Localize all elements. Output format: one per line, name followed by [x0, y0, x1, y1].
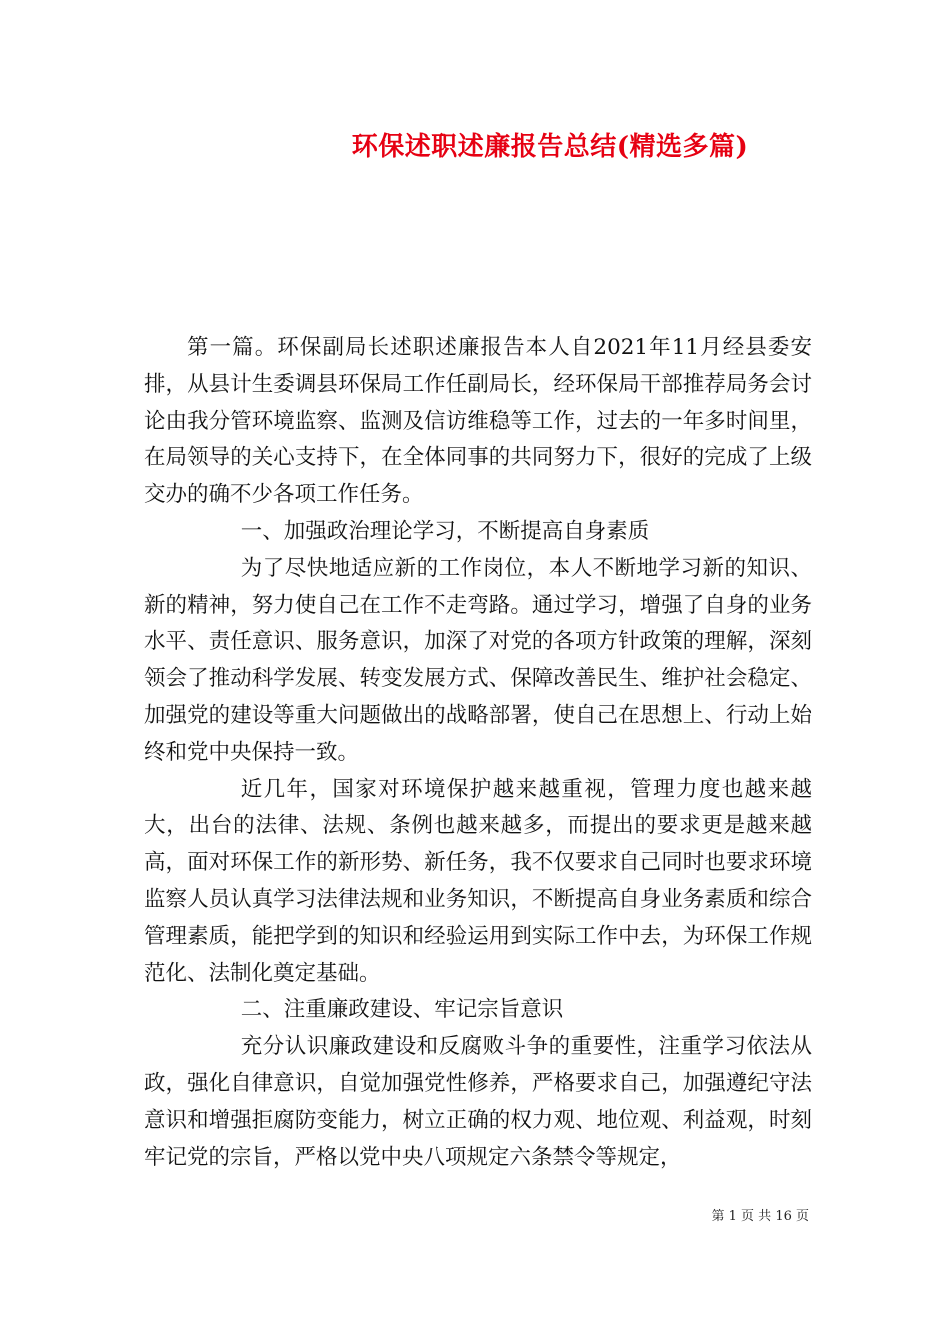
page-footer: 第 1 页 共 16 页 [711, 1209, 809, 1224]
paragraph-study: 为了尽快地适应新的工作岗位，本人不断地学习新的知识、新的精神，努力使自己在工作不走弯路。通过学习，增强了自身的业务水平、责任意识、服务意识，加深了对党的各项方针政策的理解，深刻领会了推动科学发展、转变发展方式、保障改善民生、维护社会稳定、加强党的建设等重大问题做出的战略部署，使自己在思想上、行动上始终和党中央保持一致。 [144, 555, 812, 765]
paragraph-integrity: 充分认识廉政建设和反腐败斗争的重要性，注重学习依法从政，强化自律意识，自觉加强党性修养，严格要求自己，加强遵纪守法意识和增强拒腐防变能力，树立正确的权力观、地位观、利益观，时刻牢记党的宗旨，严格以党中央八项规定六条禁令等规定， [144, 1034, 812, 1170]
paragraph-law: 近几年，国家对环境保护越来越重视，管理力度也越来越大，出台的法律、法规、条例也越来越多，而提出的要求更是越来越高，面对环保工作的新形势、新任务，我不仅要求自己同时也要求环境监察人员认真学习法律法规和业务知识，不断提高自身业务素质和综合管理素质，能把学到的知识和经验运用到实际工作中去，为环保工作规范化、法制化奠定基础。 [144, 776, 812, 986]
paragraph-intro: 第一篇。环保副局长述职述廉报告本人自2021年11月经县委安排，从县计生委调县环保局工作任副局长，经环保局干部推荐局务会讨论由我分管环境监察、监测及信访维稳等工作，过去的一年多时间里，在局领导的关心支持下，在全体同事的共同努力下，很好的完成了上级交办的确不少各项工作任务。 [144, 335, 812, 508]
section-heading-2: 二、注重廉政建设、牢记宗旨意识 [240, 997, 564, 1023]
document-title: 环保述职述廉报告总结(精选多篇) [351, 132, 749, 162]
section-heading-1: 一、加强政治理论学习，不断提高自身素质 [240, 518, 650, 544]
document-body [144, 330, 812, 1176]
